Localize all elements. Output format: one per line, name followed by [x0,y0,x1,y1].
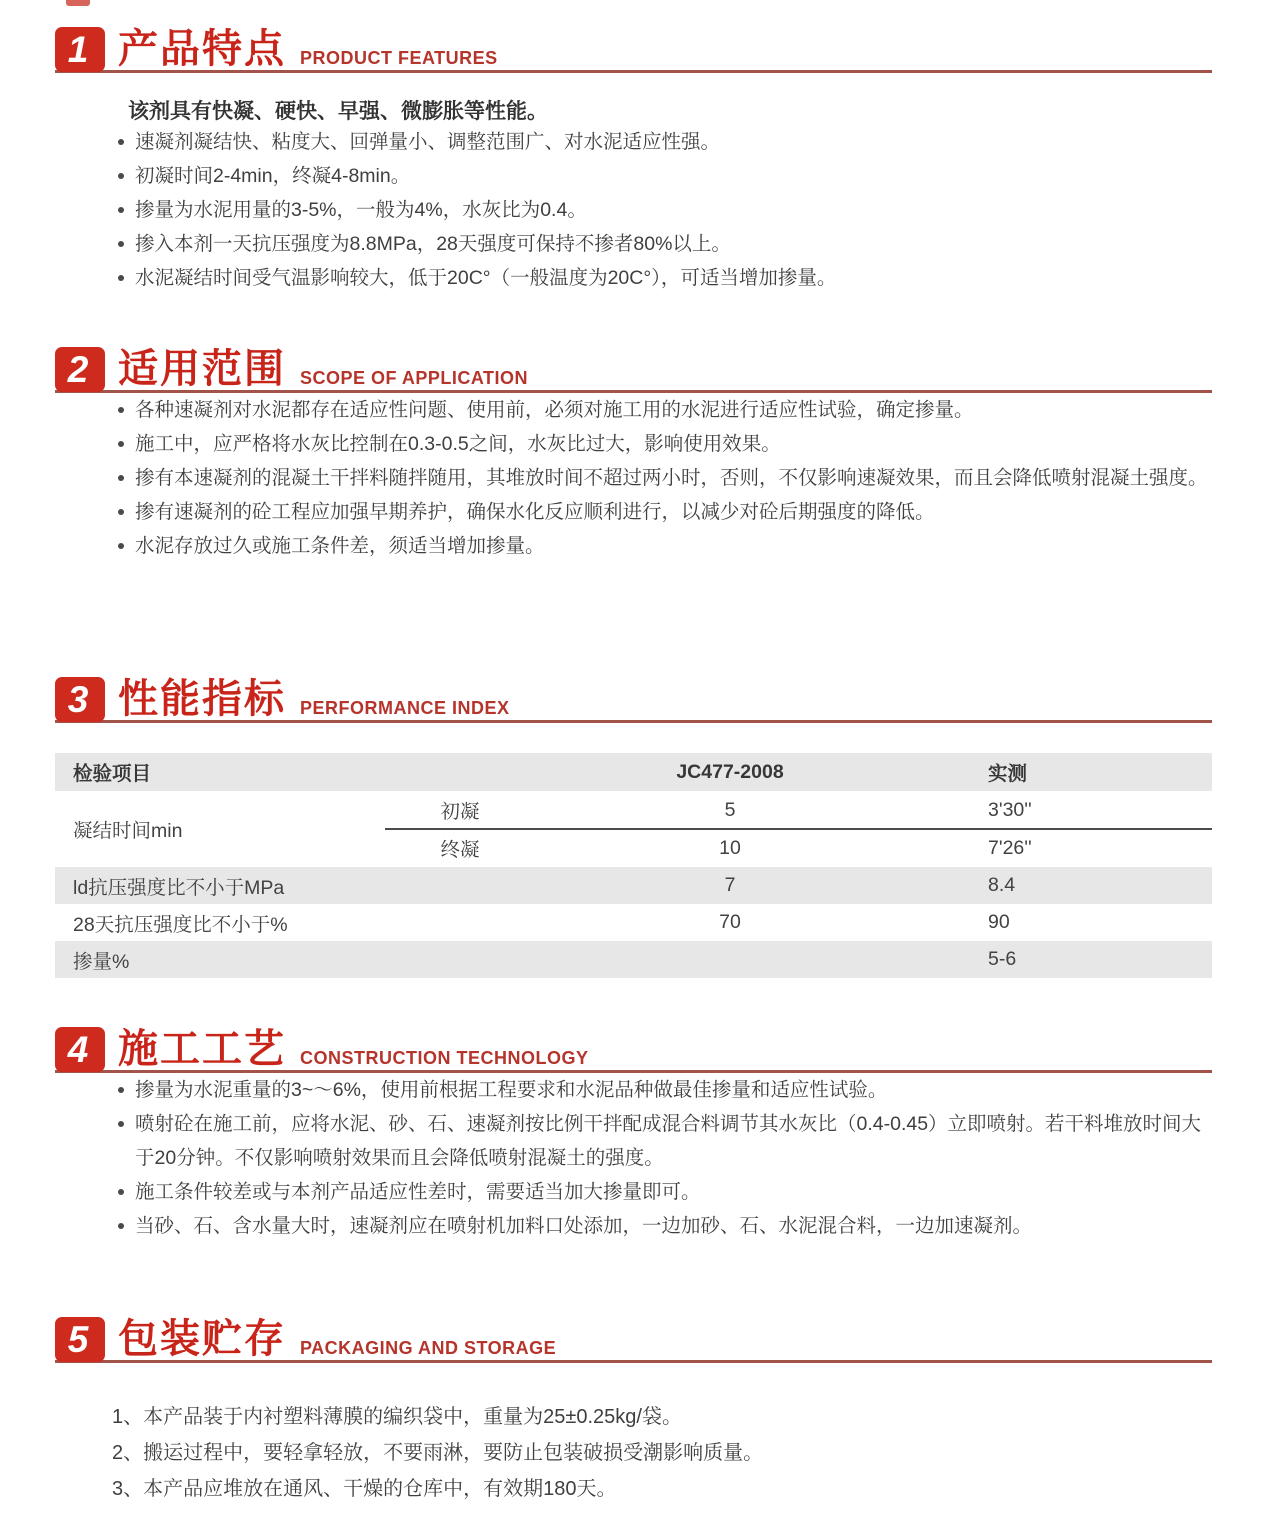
bullet-item: 掺有速凝剂的砼工程应加强早期养护，确保水化反应顺利进行，以减少对砼后期强度的降低。 [118,495,1212,529]
numbered-item: 2、搬运过程中，要轻拿轻放，不要雨淋，要防止包装破损受潮影响质量。 [112,1442,764,1464]
bullet-item: 当砂、石、含水量大时，速凝剂应在喷射机加料口处添加，一边加砂、石、水泥混合料，一边加速凝剂。 [118,1209,1212,1243]
section-performance-index [55,672,1212,978]
row-label: 28天抗压强度比不小于% [73,913,288,936]
section-title-en: SCOPE OF APPLICATION [300,368,529,388]
sub-label: 终凝 [440,839,480,861]
standard-value: 10 [719,836,741,859]
bullet-item: 施工条件较差或与本剂产品适应性差时，需要适当加大掺量即可。 [118,1175,1212,1209]
table-row [55,867,1212,904]
sub-label: 初凝 [440,801,480,823]
standard-value: 5 [724,798,736,821]
section-title-en: CONSTRUCTION TECHNOLOGY [300,1048,589,1068]
section-title-en: PACKAGING AND STORAGE [300,1338,557,1358]
table-row [55,904,1212,941]
page-edge-red-mark [66,0,90,6]
col-header-measured: 实测 [988,763,1028,785]
numbered-item: 1、本产品装于内衬塑料薄膜的编织袋中，重量为25±0.25kg/袋。 [112,1406,682,1428]
section-number-badge: 2 [55,347,105,392]
row-label: 掺量% [73,950,130,973]
bullet-list [55,1073,1212,1243]
table-row [355,829,1212,867]
bullet-item: 水泥存放过久或施工条件差，须适当增加掺量。 [118,529,1212,563]
standard-value: 7 [724,874,736,896]
bullet-item: 各种速凝剂对水泥都存在适应性问题、使用前，必须对施工用的水泥进行适应性试验，确定掺量。 [118,393,1212,427]
section-header [55,672,1212,723]
table-row [355,791,1212,829]
bullet-item: 初凝时间2-4min，终凝4-8min。 [118,159,1212,193]
table-divider [385,828,1212,830]
measured-value: 7'26'' [988,836,1032,859]
section-number-badge: 1 [55,27,105,72]
numbered-list [112,1399,1212,1507]
measured-value: 90 [988,911,1010,933]
intro-line: 该剂具有快凝、硬快、早强、微膨胀等性能。 [128,100,548,123]
bullet-item: 水泥凝结时间受气温影响较大，低于20C°（一般温度为20C°），可适当增加掺量。 [118,261,1212,295]
section-product-features [55,22,1212,295]
section-title-zh: 施工工艺 [118,1027,286,1071]
col-header-standard: JC477-2008 [676,760,784,783]
section-title-zh: 包装贮存 [118,1317,286,1361]
section-title-zh: 产品特点 [118,27,286,71]
section-scope-of-application [55,342,1212,563]
col-header-project: 检验项目 [73,763,152,785]
section-number-badge: 5 [55,1317,105,1362]
bullet-item: 掺量为水泥重量的3~～6%，使用前根据工程要求和水泥品种做最佳掺量和适应性试验。 [118,1073,1212,1107]
bullet-item: 掺入本剂一天抗压强度为8.8MPa，28天强度可保持不掺者80%以上。 [118,227,1212,261]
section-construction-technology [55,1022,1212,1243]
numbered-item: 3、本产品应堆放在通风、干燥的仓库中，有效期180天。 [112,1478,617,1500]
section-header [55,1022,1212,1073]
measured-value: 5-6 [988,948,1017,970]
table-row-setting-time [55,791,1212,867]
section-packaging-storage [55,1312,1212,1507]
bullet-item: 喷射砼在施工前，应将水泥、砂、石、速凝剂按比例干拌配成混合料调节其水灰比（0.4-0.45）立即喷射。若干料堆放时间大于20分钟。不仅影响喷射效果而且会降低喷射混凝土的强度。 [118,1107,1212,1175]
performance-table [55,753,1212,978]
section-title-en: PERFORMANCE INDEX [300,698,510,718]
section-header [55,342,1212,393]
section-number-badge: 3 [55,677,105,722]
measured-value: 8.4 [988,874,1016,896]
bullet-item: 掺量为水泥用量的3-5%，一般为4%，水灰比为0.4。 [118,193,1212,227]
row-label: ld抗压强度比不小于MPa [73,876,285,899]
bullet-list [55,393,1212,563]
section-header [55,22,1212,73]
bullet-item: 施工中，应严格将水灰比控制在0.3-0.5之间，水灰比过大，影响使用效果。 [118,427,1212,461]
bullet-list [55,125,1212,295]
standard-value: 70 [719,911,741,933]
section-number-badge: 4 [55,1027,105,1072]
section-title-en: PRODUCT FEATURES [300,48,498,68]
table-header-row [55,753,1212,791]
section-header [55,1312,1212,1363]
measured-value: 3'30'' [988,798,1032,821]
bullet-item: 掺有本速凝剂的混凝土干拌料随拌随用，其堆放时间不超过两小时，否则，不仅影响速凝效果，而且会降低喷射混凝土强度。 [118,461,1212,495]
section-title-zh: 性能指标 [118,677,286,721]
row-label: 凝结时间min [73,820,183,842]
section-title-zh: 适用范围 [118,347,286,391]
table-row [55,941,1212,978]
bullet-item: 速凝剂凝结快、粘度大、回弹量小、调整范围广、对水泥适应性强。 [118,125,1212,159]
